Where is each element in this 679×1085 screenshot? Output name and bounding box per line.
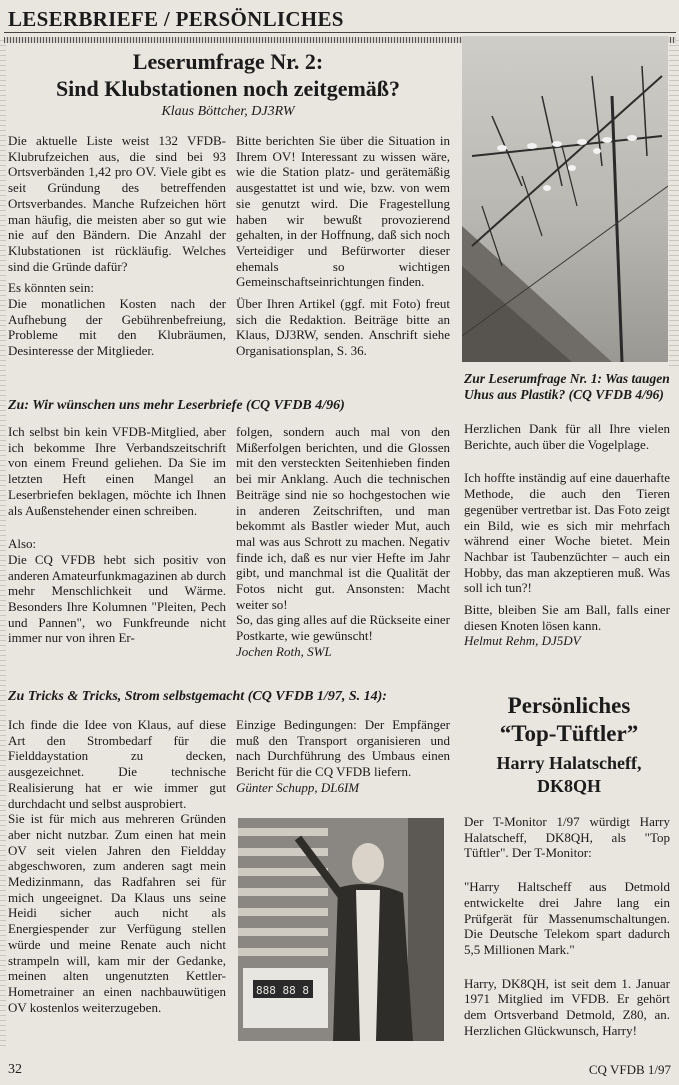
paragraph: Die monatlichen Kosten nach der Aufhebung der Gebührenbefreiung, Probleme mit den Klubräumen, Desinteresse der Mitglieder.	[8, 296, 226, 359]
paragraph: Ich selbst bin kein VFDB-Mitglied, aber ich bekomme Ihre Verbandszeitschrift von einem Freund geliehen. Da Sie im letzten Heft einen Mangel an Leserbriefen beklagen, möchte ich Ihnen als Außenstehender einen schreiben.	[8, 424, 226, 518]
paragraph: Die aktuelle Liste weist 132 VFDB-Klubrufzeichen aus, die sind bei 93 Ortsverbänden 1,42 pro OV. Viele gibt es seit Gründung des betreffenden Ortsverbandes. Manche Rufzeichen hört man häufig, die meisten aber so gut wie nie auf den Bändern. Die Anzahl der Klubstationen ist rückläufig. Welches sind die Gründe dafür?	[8, 133, 226, 274]
workshop-photo	[238, 818, 444, 1041]
personal-title: Persönliches	[507, 693, 631, 718]
workshop-illustration	[238, 818, 444, 1041]
article-column-2	[236, 133, 450, 365]
issue-label: CQ VFDB 1/97	[588, 1062, 671, 1077]
article-title-line1: Leserumfrage Nr. 2:	[132, 49, 324, 74]
page-number: 32	[8, 1062, 22, 1077]
svg-text:888 88 8: 888 88 8	[256, 984, 309, 997]
letter2-heading: Zu Tricks & Tricks, Strom selbstgemacht (CQ VFDB 1/97, S. 14):	[8, 689, 387, 704]
paragraph: Ich hoffte inständig auf eine dauerhafte Methode, die auch den Tieren gegenüber vertretbar ist. Das Foto zeigt ein Bild, wie es sich mir mehrfach während einer Woche bietet. Mein Nachbar ist Taubenzüchter – auch ein Hobby, das man akzeptieren muß. Was soll ich tun?!	[464, 470, 670, 596]
paragraph: Einzige Bedingungen: Der Empfänger muß den Transport organisieren und nach Durchführung des Umbaus einen Bericht für die CQ VFDB liefern.	[236, 717, 450, 780]
letter2-column-1	[8, 717, 226, 1021]
letter3-caption: Zur Leserumfrage Nr. 1: Was taugen Uhus aus Plastik? (CQ VFDB 4/96)	[464, 371, 670, 402]
personal-subtitle: “Top-Tüftler”	[499, 721, 639, 746]
paragraph: folgen, sondern auch mal von den Mißerfolgen berichten, und die Glossen mit den versteckten Seitenhieben finden bei mir Anklang. Auch die technischen Beiträge sind nie so hochgestochen wie in anderen Zeitschriften, und man bekommt als Bastler wieder Mut, auch mal was aus Schrott zu machen. Negativ finde ich, daß es nur vier Hefte im Jahr gibt, und manchmal ist die Qualität der Fotos nicht gut. Ansonsten: Macht weiter so!	[236, 424, 450, 612]
antenna-photo	[462, 36, 668, 362]
paragraph: Ich finde die Idee von Klaus, auf diese Art den Strombedarf für die Fielddaystation zu decken, ausgezeichnet. Die technische Realisierung hat er wie immer gut durchdacht und selbst ausprobiert.	[8, 717, 226, 811]
paragraph: So, das ging alles auf die Rückseite einer Postkarte, wie gewünscht!	[236, 612, 450, 644]
article-title-line2: Sind Klubstationen noch zeitgemäß?	[55, 76, 401, 101]
paragraph: Über Ihren Artikel (ggf. mit Foto) freut sich die Redaktion. Beiträge bitte an Klaus, DJ3RW, senden. Anschrift siehe Organisationsplan, S. 36.	[236, 296, 450, 359]
letter2-column-2	[236, 717, 450, 802]
paragraph: Sie ist für mich aus mehreren Gründen aber nicht nutzbar. Zum einen hat mein OV seit vielen Jahren den Fieldday abgeschworen, zum anderen sagt mein Medizinmann, das Radfahren sei für mich ungeeignet. Da Klaus uns seine Heidi sicher auch nicht als Energiespender zur Verfügung stellen würde und meine Renate auch nicht strampeln will, kam mir der Gedanke, meinen alten ungenutzten Kettler-Hometrainer an einen nachbauwütigen OV kostenlos weiterzugeben.	[8, 811, 226, 1015]
section-header	[4, 4, 676, 33]
paragraph: Die CQ VFDB hebt sich positiv von anderen Amateurfunkmagazinen ab durch mehr Menschlichkeit und Wärme. Besonders Ihre Kolumnen "Pleiten, Pech und Pannen", wo Funkfreunde nicht immer nur von ihren Er-	[8, 551, 226, 646]
antenna-illustration	[462, 36, 668, 362]
paragraph: Bitte, bleiben Sie am Ball, falls einer diesen Knoten lösen kann.	[464, 602, 670, 633]
personal-body	[464, 814, 670, 1044]
show-through-left	[0, 40, 6, 1050]
letter2-signature: Günter Schupp, DL6IM	[236, 779, 360, 795]
letter1-signature: Jochen Roth, SWL	[236, 643, 332, 659]
personal-name: Harry Halatscheff,	[496, 753, 642, 773]
personal-callsign: DK8QH	[536, 776, 601, 796]
article-column-1	[8, 133, 226, 365]
letter3-signature: Helmut Rehm, DJ5DV	[464, 633, 581, 649]
paragraph: "Harry Haltscheff aus Detmold entwickelte drei Jahre lang ein Prüfgerät für Massenumschaltungen. Die Deutsche Telekom spart dadurch 5,5 Millionen Mark."	[464, 879, 670, 957]
show-through-right	[669, 40, 679, 370]
section-title: LESERBRIEFE / PERSÖNLICHES	[8, 7, 344, 31]
paragraph: Bitte berichten Sie über die Situation in Ihrem OV! Interessant zu wissen wäre, wie die Station platz- und gerätemäßig ausgestattet ist und wie, bzw. von wem sie genutzt wird. Die Fragestellung haben wir bewußt provozierend gehalten, in der Hoffnung, daß sich noch Verteidiger und Befürworter dieser ehemals so wichtigen Gemeinschaftseinrichtungen finden.	[236, 133, 450, 290]
paragraph: Es könnten sein:	[8, 280, 94, 296]
paragraph: Harry, DK8QH, ist seit dem 1. Januar 1971 Mitglied im VFDB. Er gehört dem Ortsverband Detmold, Z80, an. Herzlichen Glückwunsch, Harry!	[464, 975, 670, 1038]
letter1-column-1	[8, 424, 226, 652]
letter1-heading: Zu: Wir wünschen uns mehr Leserbriefe (CQ VFDB 4/96)	[8, 398, 345, 413]
paragraph: Also:	[8, 536, 37, 552]
article-byline: Klaus Böttcher, DJ3RW	[161, 104, 295, 119]
letter1-column-2	[236, 424, 450, 666]
paragraph: Herzlichen Dank für all Ihre vielen Berichte, auch über die Vogelplage.	[464, 421, 670, 452]
paragraph: Der T-Monitor 1/97 würdigt Harry Halatscheff, DK8QH, als "Top Tüftler". Der T-Monitor:	[464, 814, 670, 861]
letter3-body	[464, 421, 670, 655]
